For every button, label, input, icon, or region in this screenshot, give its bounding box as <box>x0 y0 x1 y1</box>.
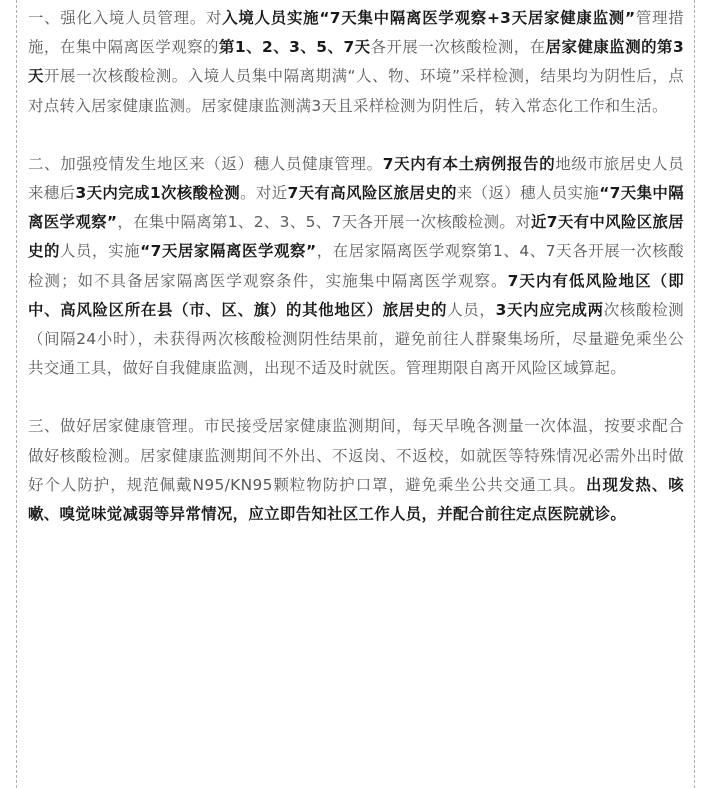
text-run-bold: 7天有高风险区旅居史的 <box>287 184 457 203</box>
text-run-bold: 3天内应完成两 <box>495 300 604 319</box>
text-run: ，在集中隔离第1、2、3、5、7天各开展一次核酸检测。对 <box>117 213 531 232</box>
text-run-bold: 入境人员实施“7天集中隔离医学观察+3天居家健康监测” <box>222 9 636 27</box>
text-run: 来（返）穗人员实施 <box>456 184 600 203</box>
section-3-paragraph <box>28 412 684 529</box>
text-run: 人员， <box>447 300 496 319</box>
text-run: 各开展一次核酸检测，在 <box>370 38 546 57</box>
text-run: 。对近 <box>240 184 288 203</box>
right-dashed-border <box>694 0 695 788</box>
article-body <box>28 4 684 529</box>
text-run-bold: 居家健康监测的第3天 <box>28 38 684 86</box>
text-run: 管理措施，在集中隔离医学观察的 <box>28 9 685 57</box>
paragraph-spacer <box>28 383 684 412</box>
text-run: 二、加强疫情发生地区来（返）穗人员健康管理。 <box>28 154 383 173</box>
text-run-bold: 第1、2、3、5、7天 <box>218 38 371 57</box>
text-run: 一、强化入境人员管理。对 <box>28 9 223 27</box>
text-run: 人员，实施 <box>60 242 141 261</box>
section-2-paragraph <box>28 150 684 384</box>
text-run: 三、做好居家健康管理。市民接受居家健康监测期间，每天早晚各测量一次体温，按要求配合做好核酸检测。居家健康监测期间不外出、不返岗、不返校，如就医等特殊情况必需外出时做好个人防护，规范佩戴N95/KN95颗粒物防护口罩，避免乘坐公共交通工具。 <box>28 417 684 494</box>
left-dashed-border <box>16 0 17 788</box>
text-run-bold: 7天内有低风险地区（即中、高风险区所在县（市、区、旗）的其他地区）旅居史的 <box>28 271 685 319</box>
text-run-bold: “7天居家隔离医学观察” <box>140 242 317 261</box>
text-run-bold: 3天内完成1次核酸检测 <box>75 184 241 203</box>
text-run: ，在居家隔离医学观察第1、4、7天各开展一次核酸检测；如不具备居家隔离医学观察条件，实施集中隔离医学观察。 <box>28 242 685 290</box>
text-run-bold: “7天集中隔离医学观察” <box>28 184 684 232</box>
text-run: 地级市旅居史人员来穗后 <box>28 154 684 203</box>
text-run-bold: 出现发热、咳嗽、嗅觉味觉减弱等异常情况，应立即告知社区工作人员，并配合前往定点医院就诊。 <box>28 475 685 524</box>
paragraph-spacer <box>28 121 684 150</box>
text-run: 次核酸检测（间隔24小时），未获得两次核酸检测阴性结果前，避免前往人群聚集场所，尽量避免乘坐公共交通工具，做好自我健康监测，出现不适及时就医。管理期限自离开风险区域算起。 <box>28 300 684 378</box>
section-1-paragraph <box>28 4 684 121</box>
text-run-bold: 近7天有中风险区旅居史的 <box>28 213 684 261</box>
text-run-bold: 7天内有本土病例报告的 <box>382 154 556 173</box>
text-run: 开展一次核酸检测。入境人员集中隔离期满“人、物、环境”采样检测，结果均为阴性后，点对点转入居家健康监测。居家健康监测满3天且采样检测为阴性后，转入常态化工作和生活。 <box>28 67 684 115</box>
